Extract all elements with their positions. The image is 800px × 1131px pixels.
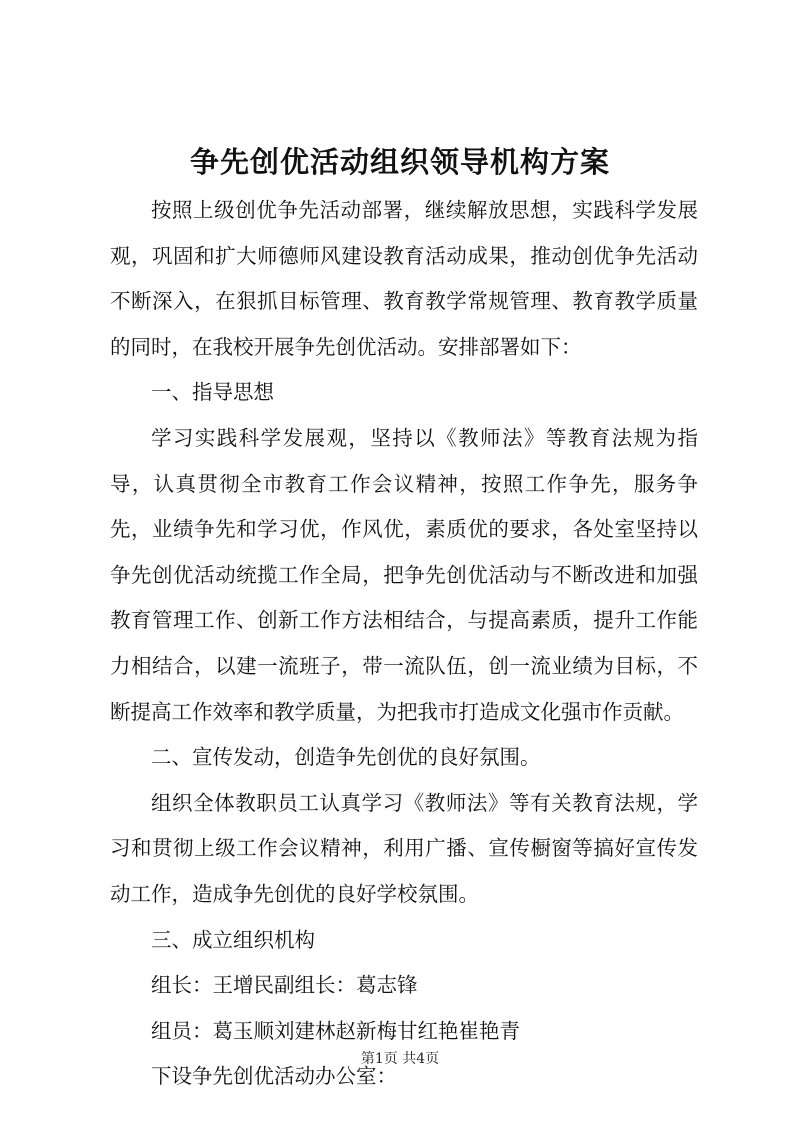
paragraph-members: 组员：葛玉顺刘建林赵新梅甘红艳崔艳青 bbox=[151, 1018, 520, 1043]
heading-organization: 三、成立组织机构 bbox=[151, 927, 315, 952]
paragraph-publicity: 组织全体教职员工认真学习《教师法》等有关教育法规，学习和贯彻上级工作会议精神，利用广播、宣传橱窗等搞好宣传发动工作，造成争先创优的良好学校氛围。 bbox=[110, 790, 698, 906]
paragraph-guiding-ideology: 学习实践科学发展观，坚持以《教师法》等教育法规为指导，认真贯彻全市教育工作会议精神，按照工作争先，服务争先，业绩争先和学习优，作风优，素质优的要求，各处室坚持以争先创优活动统揽工作全局，把争先创优活动与不断改进和加强教育管理工作、创新工作方法相结合，与提高素质，提升工作能力相结合，以建一流班子，带一流队伍，创一流业绩为目标，不断提高工作效率和教学质量，为把我市打造成文化强市作贡献。 bbox=[110, 425, 698, 724]
paragraph-office: 下设争先创优活动办公室： bbox=[151, 1064, 397, 1089]
heading-guiding-ideology: 一、指导思想 bbox=[151, 380, 274, 405]
paragraph-leaders: 组长：王增民副组长：葛志锋 bbox=[151, 973, 418, 998]
document-body bbox=[110, 188, 698, 1100]
paragraph-intro: 按照上级创优争先活动部署，继续解放思想，实践科学发展观，巩固和扩大师德师风建设教育活动成果，推动创优争先活动不断深入，在狠抓目标管理、教育教学常规管理、教育教学质量的同时，在我校开展争先创优活动。安排部署如下： bbox=[110, 198, 698, 359]
document-title: 争先创优活动组织领导机构方案 bbox=[189, 145, 610, 179]
heading-publicity: 二、宣传发动，创造争先创优的良好氛围。 bbox=[151, 745, 541, 770]
page-number-footer: 第1页 共4页 bbox=[360, 1051, 440, 1067]
